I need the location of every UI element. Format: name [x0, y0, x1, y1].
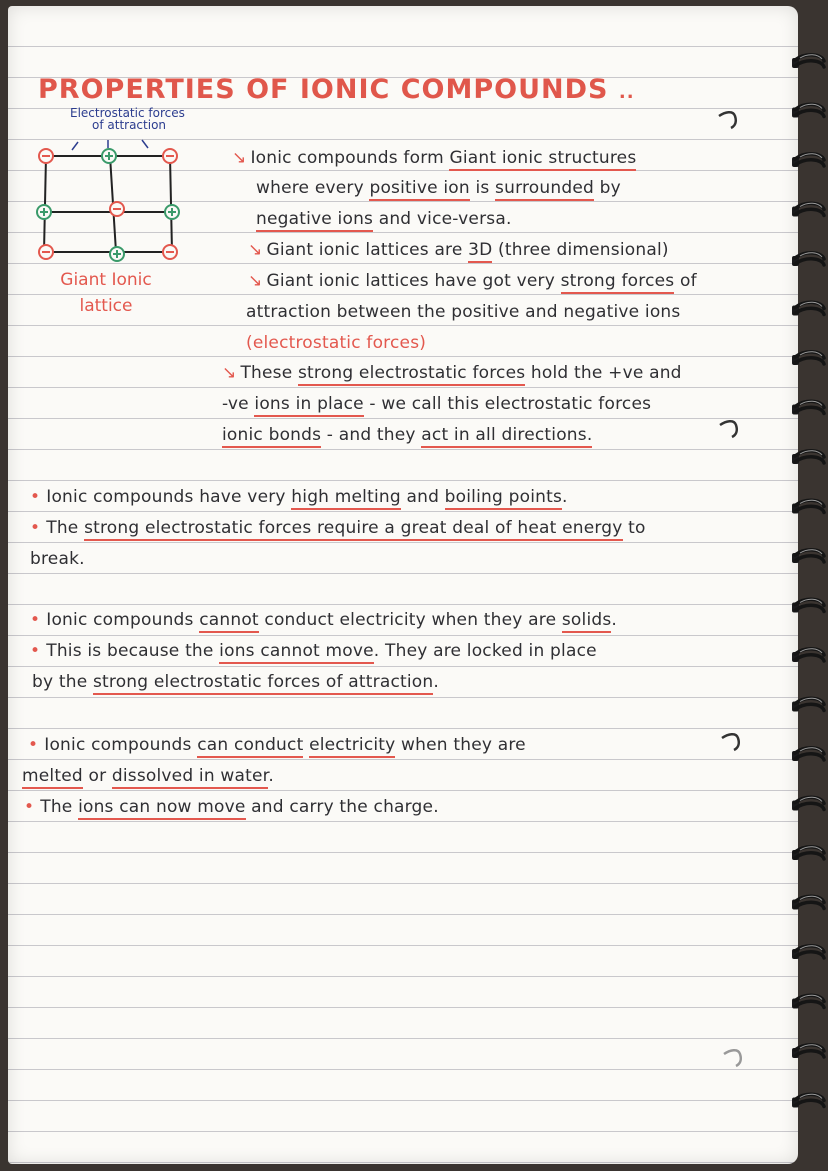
text-segment: Giant ionic lattices are [266, 240, 469, 260]
text-segment: (electrostatic forces) [246, 333, 427, 353]
spiral-coil [792, 500, 824, 513]
underlined-phrase: electricity [309, 735, 395, 758]
spiral-coil [792, 599, 824, 612]
spiral-coil [792, 104, 824, 117]
text-segment: Ionic compounds have very [46, 487, 292, 507]
text-segment: The [40, 797, 79, 817]
text-segment: is [469, 178, 496, 198]
spiral-coil [792, 203, 824, 216]
text-segment: Ionic compounds form [250, 148, 450, 168]
text-segment: . [268, 766, 274, 786]
text-segment: by [593, 178, 621, 198]
underlined-phrase: dissolved in water [112, 766, 268, 789]
text-segment: and carry the charge. [245, 797, 439, 817]
spiral-coil [792, 1045, 824, 1058]
check-mark-icon [718, 730, 744, 752]
spiral-coil [792, 698, 824, 711]
point-line-p7 [28, 735, 526, 755]
text-segment: - we call this electrostatic forces [363, 394, 652, 414]
text-segment: and [400, 487, 445, 507]
underlined-phrase: cannot [199, 610, 259, 633]
giant-ionic-lattice-diagram [30, 136, 200, 271]
bullet-icon: • [24, 797, 35, 817]
arrow-icon: ↘ [248, 271, 263, 291]
text-segment: Ionic compounds [44, 735, 198, 755]
underlined-phrase: ions cannot move [219, 641, 374, 664]
note-line-s1 [232, 148, 636, 168]
spiral-coil [792, 1094, 824, 1107]
text-segment: hold the +ve and [525, 363, 682, 383]
text-segment: or [82, 766, 112, 786]
underlined-phrase: melted [22, 766, 83, 789]
underlined-phrase: negative ions [256, 209, 373, 232]
text-segment: . [562, 487, 568, 507]
note-line-s10 [222, 425, 592, 445]
text-segment: -ve [222, 394, 255, 414]
text-segment: where every [256, 178, 370, 198]
text-segment: - and they [321, 425, 422, 445]
point-line-p3 [30, 549, 85, 569]
spiral-coil [792, 253, 824, 266]
spiral-coil [792, 946, 824, 959]
spiral-coil [792, 352, 824, 365]
underlined-phrase: positive ion [369, 178, 469, 201]
text-segment: conduct electricity when they are [258, 610, 562, 630]
note-line-s5 [248, 271, 697, 291]
text-segment: break. [30, 549, 85, 569]
point-line-p6 [32, 672, 439, 692]
title-text: PROPERTIES OF IONIC COMPOUNDS [38, 74, 609, 105]
arrow-icon: ↘ [222, 363, 237, 383]
note-line-s8 [222, 363, 682, 383]
point-line-p8 [22, 766, 274, 786]
underlined-phrase: 3D [468, 240, 492, 263]
note-line-s2 [256, 178, 621, 198]
text-segment: This is because the [46, 641, 220, 661]
text-segment: of [674, 271, 697, 291]
check-mark-icon [715, 108, 741, 130]
text-segment: These [240, 363, 298, 383]
underlined-phrase: act in all directions. [421, 425, 592, 448]
check-mark-icon [720, 1046, 746, 1068]
underlined-phrase: strong forces [561, 271, 675, 294]
text-segment: (three dimensional) [492, 240, 669, 260]
point-line-p2 [30, 518, 646, 538]
annotation-line1: Electrostatic forces [70, 106, 185, 120]
arrow-icon: ↘ [248, 240, 263, 260]
note-line-s7 [246, 333, 426, 353]
title-dots: .. [618, 82, 635, 103]
page-title [38, 74, 635, 105]
check-mark-icon [716, 417, 742, 439]
note-line-s3 [256, 209, 512, 229]
spiral-coil [792, 847, 824, 860]
text-segment: when they are [395, 735, 526, 755]
underlined-phrase: Giant ionic structures [449, 148, 636, 171]
spiral-coil [792, 748, 824, 761]
underlined-phrase: ions can now move [78, 797, 245, 820]
spiral-coil [792, 797, 824, 810]
bullet-icon: • [30, 641, 41, 661]
text-segment: attraction between the positive and negative ions [246, 302, 681, 322]
text-segment: . [611, 610, 618, 630]
point-line-p9 [24, 797, 439, 817]
text-segment: . [433, 672, 439, 692]
underlined-phrase: solids [562, 610, 612, 633]
text-segment: Ionic compounds [46, 610, 200, 630]
lattice-caption [46, 270, 166, 322]
caption-line1: Giant Ionic [60, 270, 152, 290]
spiral-coil [792, 550, 824, 563]
spiral-coil [792, 302, 824, 315]
text-segment: The [46, 518, 85, 538]
text-segment: . They are locked in place [373, 641, 597, 661]
spiral-binding [792, 0, 826, 1171]
spiral-coil [792, 401, 824, 414]
text-segment: by the [32, 672, 93, 692]
spiral-coil [792, 896, 824, 909]
underlined-phrase: boiling points [445, 487, 562, 510]
spiral-coil [792, 154, 824, 167]
caption-line2: lattice [79, 296, 133, 316]
underlined-phrase: strong electrostatic forces require a great deal of heat energy [84, 518, 622, 541]
underlined-phrase: strong electrostatic forces of attraction [93, 672, 433, 695]
point-line-p4 [30, 610, 617, 630]
spiral-coil [792, 649, 824, 662]
underlined-phrase: surrounded [495, 178, 594, 201]
underlined-phrase: can conduct [197, 735, 303, 758]
spiral-coil [792, 995, 824, 1008]
spiral-coil [792, 451, 824, 464]
spiral-coil [792, 55, 824, 68]
note-line-s4 [248, 240, 669, 260]
arrow-icon: ↘ [232, 148, 247, 168]
underlined-phrase: high melting [291, 487, 401, 510]
lattice-annotation [70, 107, 185, 131]
underlined-phrase: ions in place [254, 394, 363, 417]
annotation-line2: of attraction [92, 118, 167, 132]
underlined-phrase: ionic bonds [222, 425, 321, 448]
text-segment: and vice-versa. [373, 209, 512, 229]
bullet-icon: • [30, 610, 41, 630]
point-line-p5 [30, 641, 597, 661]
text-segment: to [622, 518, 646, 538]
point-line-p1 [30, 487, 568, 507]
bullet-icon: • [30, 487, 41, 507]
text-segment: Giant ionic lattices have got very [266, 271, 561, 291]
note-line-s9 [222, 394, 651, 414]
underlined-phrase: strong electrostatic forces [298, 363, 525, 386]
note-line-s6 [246, 302, 680, 322]
bullet-icon: • [30, 518, 41, 538]
bullet-icon: • [28, 735, 39, 755]
